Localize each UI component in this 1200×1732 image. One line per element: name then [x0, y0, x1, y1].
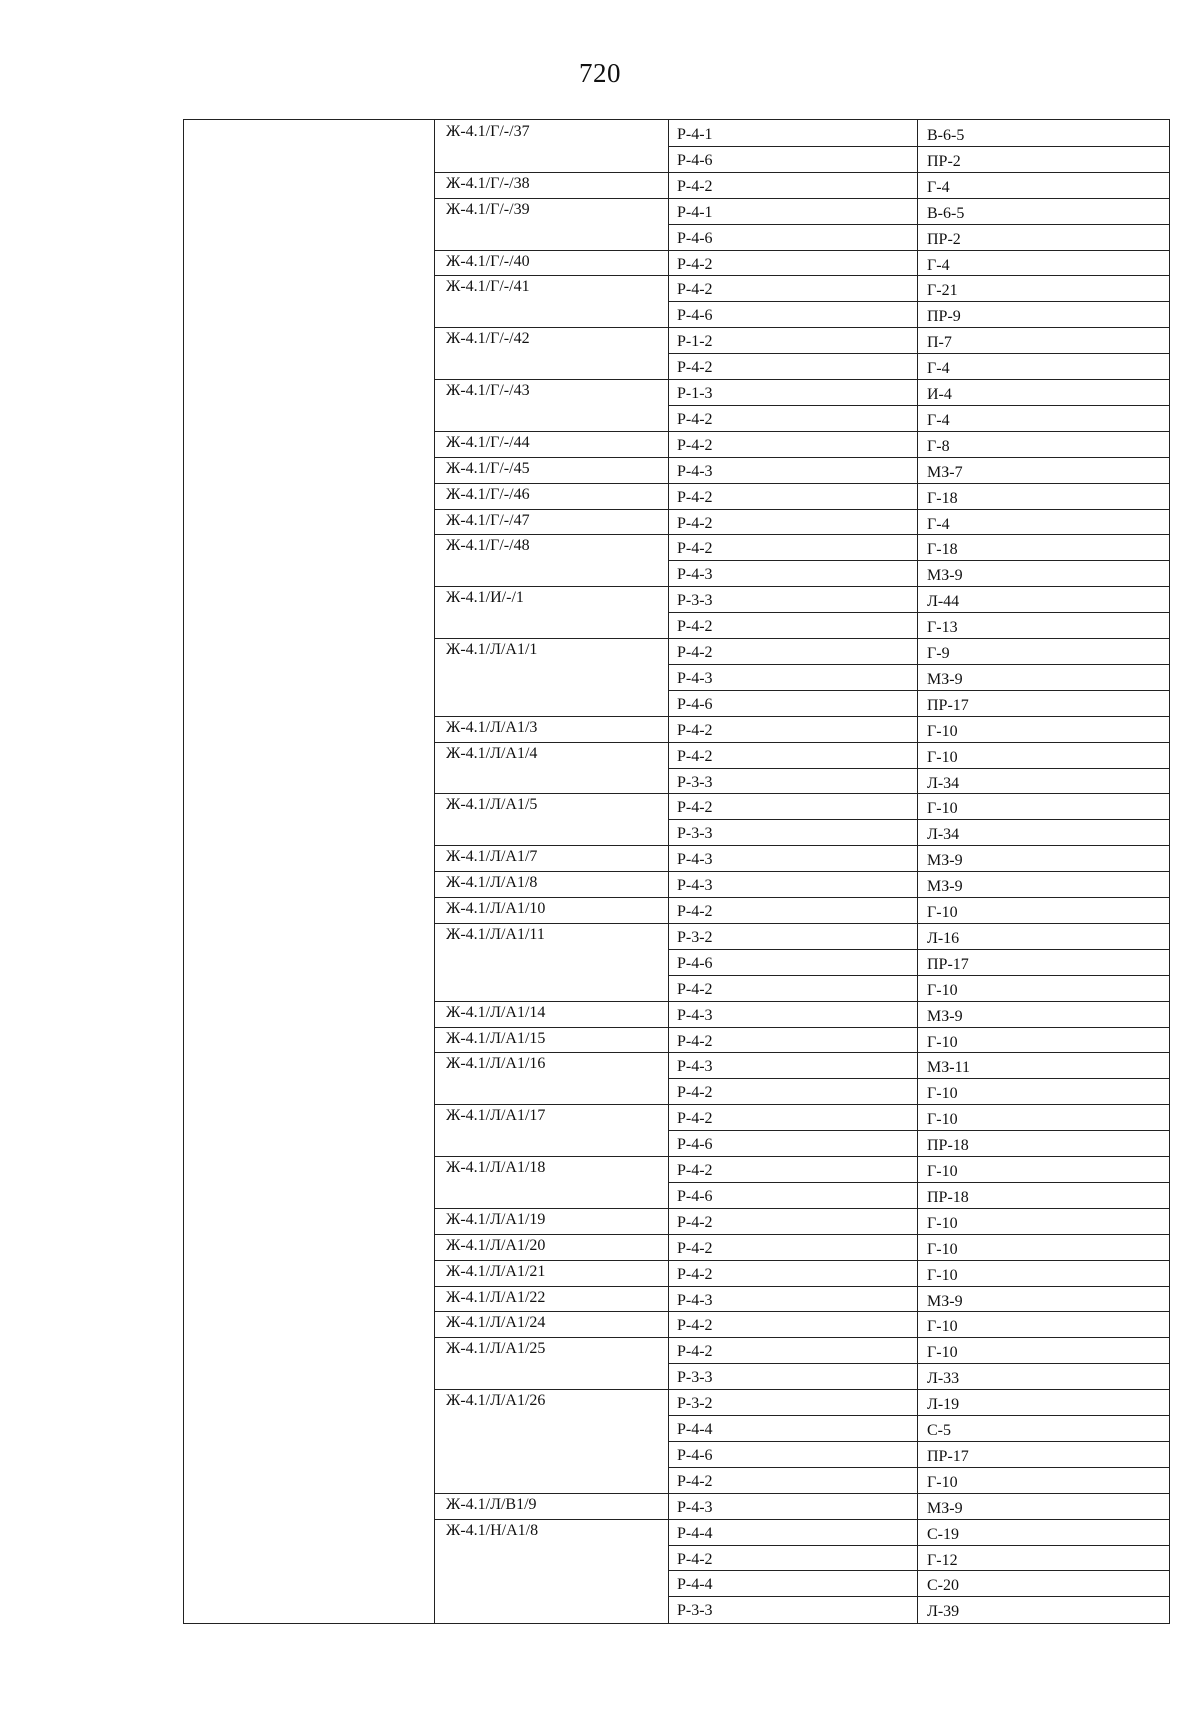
code-cell: Ж-4.1/Л/В1/9	[446, 1495, 537, 1513]
row-divider	[668, 1130, 1169, 1131]
code-cell: Ж-4.1/Л/А1/19	[446, 1210, 546, 1228]
ref-code-cell: Г-10	[927, 1266, 958, 1284]
group-divider	[434, 716, 1169, 717]
sub-code-cell: Р-4-3	[677, 462, 713, 480]
row-divider	[668, 1596, 1169, 1597]
code-cell: Ж-4.1/Л/А1/26	[446, 1392, 546, 1410]
ref-code-cell: ПР-17	[927, 955, 969, 973]
group-divider	[434, 871, 1169, 872]
row-divider	[668, 1441, 1169, 1442]
sub-code-cell: Р-4-2	[677, 1550, 713, 1568]
group-divider	[434, 638, 1169, 639]
sub-code-cell: Р-4-2	[677, 903, 713, 920]
sub-code-cell: Р-4-2	[677, 747, 713, 765]
code-cell: Ж-4.1/Л/А1/11	[446, 925, 545, 943]
group-divider	[434, 327, 1169, 328]
code-cell: Ж-4.1/Л/А1/24	[446, 1314, 546, 1332]
sub-code-cell: Р-4-2	[677, 1265, 713, 1283]
group-divider	[434, 1104, 1169, 1105]
ref-code-cell: Л-34	[927, 774, 960, 792]
ref-code-cell: Л-39	[927, 1603, 960, 1621]
ref-code-cell: Г-9	[927, 645, 950, 662]
ref-code-cell: С-20	[927, 1577, 959, 1595]
ref-code-cell: Л-34	[927, 826, 960, 844]
sub-code-cell: Р-1-3	[677, 385, 713, 402]
code-cell: Ж-4.1/Л/А1/8	[446, 874, 538, 892]
sub-code-cell: Р-4-2	[677, 436, 713, 454]
group-divider	[434, 586, 1169, 587]
row-divider	[668, 664, 1169, 665]
group-divider	[434, 1493, 1169, 1494]
ref-code-cell: МЗ-9	[927, 1499, 963, 1517]
ref-code-cell: Г-10	[927, 981, 958, 999]
sub-code-cell: Р-4-3	[677, 1006, 713, 1024]
row-divider	[668, 1363, 1169, 1364]
sub-code-cell: Р-4-4	[677, 1524, 713, 1542]
ref-code-cell: Л-33	[927, 1370, 960, 1388]
group-divider	[434, 742, 1169, 743]
ref-code-cell: Г-18	[927, 489, 958, 507]
group-divider	[434, 483, 1169, 484]
sub-code-cell: Р-4-2	[677, 644, 713, 661]
ref-code-cell: МЗ-11	[927, 1059, 970, 1077]
ref-code-cell: Г-10	[927, 1111, 958, 1129]
ref-code-cell: Л-44	[927, 593, 960, 611]
ref-code-cell: И-4	[927, 386, 952, 403]
code-cell: Ж-4.1/Н/А1/8	[446, 1521, 539, 1539]
ref-code-cell: МЗ-9	[927, 1007, 963, 1025]
row-divider	[668, 405, 1169, 406]
group-divider	[434, 1311, 1169, 1312]
code-cell: Ж-4.1/Л/А1/16	[446, 1055, 546, 1073]
row-divider	[668, 949, 1169, 950]
group-divider	[434, 1337, 1169, 1338]
ref-code-cell: Г-13	[927, 619, 958, 637]
ref-code-cell: ПР-17	[927, 1447, 969, 1465]
sub-code-cell: Р-3-3	[677, 773, 713, 791]
code-cell: Ж-4.1/Г/-/48	[446, 537, 530, 555]
ref-code-cell: Г-4	[927, 256, 950, 274]
sub-code-cell: Р-4-2	[677, 1032, 713, 1050]
sub-code-cell: Р-3-2	[677, 1395, 713, 1413]
ref-code-cell: Г-4	[927, 360, 950, 378]
sub-code-cell: Р-4-2	[677, 1110, 713, 1128]
sub-code-cell: Р-4-2	[677, 540, 713, 558]
ref-code-cell: ПР-18	[927, 1137, 969, 1155]
group-divider	[434, 457, 1169, 458]
code-cell: Ж-4.1/Л/А1/3	[446, 718, 538, 736]
sub-code-cell: Р-4-2	[677, 1343, 713, 1361]
sub-code-cell: Р-4-6	[677, 1136, 713, 1154]
code-cell: Ж-4.1/Л/А1/10	[446, 900, 546, 917]
code-cell: Ж-4.1/Л/А1/5	[446, 796, 538, 814]
code-cell: Ж-4.1/Г/-/44	[446, 433, 530, 451]
row-divider	[668, 768, 1169, 769]
ref-code-cell: Г-10	[927, 1033, 958, 1051]
sub-code-cell: Р-3-3	[677, 1602, 713, 1620]
ref-code-cell: ПР-9	[927, 308, 961, 326]
row-divider	[668, 690, 1169, 691]
group-divider	[434, 1027, 1169, 1028]
sub-code-cell: Р-4-2	[677, 980, 713, 998]
ref-code-cell: ПР-2	[927, 230, 961, 248]
ref-code-cell: МЗ-9	[927, 852, 963, 870]
page-number: 720	[579, 58, 621, 88]
ref-code-cell: ПР-17	[927, 696, 969, 714]
sub-code-cell: Р-4-2	[677, 1162, 713, 1179]
ref-code-cell: Л-16	[927, 929, 960, 947]
code-cell: Ж-4.1/Л/А1/4	[446, 744, 538, 762]
sub-code-cell: Р-4-2	[677, 488, 713, 506]
ref-code-cell: Г-4	[927, 515, 950, 533]
sub-code-cell: Р-4-2	[677, 281, 713, 299]
ref-code-cell: С-5	[927, 1422, 951, 1439]
group-divider	[434, 897, 1169, 898]
code-cell: Ж-4.1/Г/-/42	[446, 330, 530, 348]
sub-code-cell: Р-4-4	[677, 1421, 713, 1438]
ref-code-cell: Г-10	[927, 800, 958, 818]
ref-code-cell: МЗ-9	[927, 670, 963, 688]
ref-code-cell: Г-10	[927, 722, 958, 740]
code-cell: Ж-4.1/И/-/1	[446, 589, 524, 607]
ref-code-cell: Г-10	[927, 748, 958, 766]
sub-code-cell: Р-4-2	[677, 410, 713, 428]
sub-code-cell: Р-4-6	[677, 695, 713, 713]
row-divider	[668, 224, 1169, 225]
sub-code-cell: Р-4-3	[677, 1291, 713, 1309]
ref-code-cell: ПР-2	[927, 152, 961, 170]
code-cell: Ж-4.1/Г/-/47	[446, 511, 530, 529]
sub-code-cell: Р-4-1	[677, 203, 713, 221]
group-divider	[434, 845, 1169, 846]
ref-code-cell: Л-19	[927, 1396, 960, 1414]
ref-code-cell: МЗ-9	[927, 567, 963, 585]
group-divider	[434, 1156, 1169, 1157]
code-cell: Ж-4.1/Л/А1/7	[446, 848, 538, 866]
group-divider	[434, 1286, 1169, 1287]
ref-code-cell: Г-8	[927, 437, 950, 455]
group-divider	[434, 1052, 1169, 1053]
sub-code-cell: Р-4-3	[677, 669, 713, 687]
sub-code-cell: Р-4-2	[677, 359, 713, 377]
sub-code-cell: Р-3-3	[677, 1369, 713, 1387]
sub-code-cell: Р-3-3	[677, 592, 713, 610]
code-cell: Ж-4.1/Г/-/41	[446, 278, 530, 296]
ref-code-cell: Г-10	[927, 1085, 958, 1103]
row-divider	[668, 1570, 1169, 1571]
sub-code-cell: Р-4-2	[677, 618, 713, 636]
code-cell: Ж-4.1/Л/А1/15	[446, 1029, 546, 1047]
ref-code-cell: С-19	[927, 1525, 959, 1543]
group-divider	[434, 275, 1169, 276]
sub-code-cell: Р-4-2	[677, 721, 713, 739]
code-cell: Ж-4.1/Г/-/40	[446, 252, 530, 270]
ref-code-cell: Г-10	[927, 904, 958, 921]
sub-code-cell: Р-4-2	[677, 177, 713, 195]
sub-code-cell: Р-4-3	[677, 1058, 713, 1076]
code-cell: Ж-4.1/Г/-/39	[446, 200, 530, 218]
group-divider	[434, 1208, 1169, 1209]
sub-code-cell: Р-4-6	[677, 1187, 713, 1205]
group-divider	[434, 250, 1169, 251]
ref-code-cell: Г-10	[927, 1473, 958, 1491]
group-divider	[434, 923, 1169, 924]
row-divider	[668, 1182, 1169, 1183]
sub-code-cell: Р-4-3	[677, 851, 713, 869]
code-cell: Ж-4.1/Л/А1/22	[446, 1288, 546, 1306]
ref-code-cell: МЗ-9	[927, 1292, 963, 1310]
code-cell: Ж-4.1/Л/А1/25	[446, 1340, 546, 1358]
ref-code-cell: МЗ-7	[927, 463, 963, 481]
row-divider	[668, 1415, 1169, 1416]
row-divider	[668, 612, 1169, 613]
row-divider	[668, 1545, 1169, 1546]
code-cell: Ж-4.1/Г/-/37	[446, 123, 530, 140]
row-divider	[668, 353, 1169, 354]
group-divider	[434, 534, 1169, 535]
code-cell: Ж-4.1/Л/А1/1	[446, 641, 538, 658]
ref-code-cell: В-6-5	[927, 127, 965, 144]
ref-code-cell: Г-10	[927, 1214, 958, 1232]
group-divider	[434, 1389, 1169, 1390]
group-divider	[434, 509, 1169, 510]
ref-code-cell: Г-10	[927, 1318, 958, 1336]
code-cell: Ж-4.1/Л/А1/17	[446, 1107, 546, 1125]
row-divider	[668, 301, 1169, 302]
code-cell: Ж-4.1/Л/А1/20	[446, 1236, 546, 1254]
sub-code-cell: Р-4-2	[677, 799, 713, 817]
ref-code-cell: Г-4	[927, 411, 950, 429]
code-cell: Ж-4.1/Г/-/43	[446, 382, 530, 399]
sub-code-cell: Р-4-6	[677, 229, 713, 247]
data-table	[183, 119, 1170, 1624]
row-divider	[668, 975, 1169, 976]
group-divider	[434, 1519, 1169, 1520]
ref-code-cell: Г-10	[927, 1240, 958, 1258]
ref-code-cell: Г-10	[927, 1344, 958, 1362]
sub-code-cell: Р-4-2	[677, 1239, 713, 1257]
group-divider	[434, 1260, 1169, 1261]
ref-code-cell: Г-12	[927, 1551, 958, 1569]
sub-code-cell: Р-4-2	[677, 514, 713, 532]
sub-code-cell: Р-4-3	[677, 566, 713, 584]
ref-code-cell: В-6-5	[927, 204, 965, 222]
sub-code-cell: Р-4-2	[677, 1213, 713, 1231]
ref-code-cell: Г-4	[927, 178, 950, 196]
sub-code-cell: Р-3-3	[677, 825, 713, 843]
group-divider	[434, 172, 1169, 173]
code-cell: Ж-4.1/Л/А1/14	[446, 1003, 546, 1021]
ref-code-cell: ПР-18	[927, 1188, 969, 1206]
code-cell: Ж-4.1/Л/А1/18	[446, 1159, 546, 1176]
row-divider	[668, 146, 1169, 147]
group-divider	[434, 1234, 1169, 1235]
row-divider	[668, 1078, 1169, 1079]
sub-code-cell: Р-4-1	[677, 126, 713, 143]
sub-code-cell: Р-4-2	[677, 1317, 713, 1335]
row-divider	[668, 1467, 1169, 1468]
sub-code-cell: Р-4-6	[677, 307, 713, 325]
sub-code-cell: Р-4-6	[677, 151, 713, 169]
row-divider	[668, 560, 1169, 561]
sub-code-cell: Р-1-2	[677, 333, 713, 351]
sub-code-cell: Р-4-6	[677, 1446, 713, 1464]
sub-code-cell: Р-4-6	[677, 954, 713, 972]
group-divider	[434, 379, 1169, 380]
code-cell: Ж-4.1/Г/-/46	[446, 485, 530, 503]
group-divider	[434, 431, 1169, 432]
ref-code-cell: Г-21	[927, 282, 958, 300]
group-divider	[434, 1001, 1169, 1002]
code-cell: Ж-4.1/Г/-/38	[446, 174, 530, 192]
sub-code-cell: Р-4-4	[677, 1576, 713, 1594]
group-divider	[434, 198, 1169, 199]
sub-code-cell: Р-4-2	[677, 1472, 713, 1490]
sub-code-cell: Р-4-3	[677, 877, 713, 895]
sub-code-cell: Р-4-2	[677, 1084, 713, 1102]
ref-code-cell: Г-18	[927, 541, 958, 559]
ref-code-cell: Г-10	[927, 1163, 958, 1180]
code-cell: Ж-4.1/Л/А1/21	[446, 1262, 546, 1280]
sub-code-cell: Р-4-3	[677, 1498, 713, 1516]
group-divider	[434, 793, 1169, 794]
sub-code-cell: Р-3-2	[677, 928, 713, 946]
ref-code-cell: П-7	[927, 334, 952, 352]
sub-code-cell: Р-4-2	[677, 255, 713, 273]
ref-code-cell: МЗ-9	[927, 878, 963, 896]
code-cell: Ж-4.1/Г/-/45	[446, 459, 530, 477]
row-divider	[668, 819, 1169, 820]
